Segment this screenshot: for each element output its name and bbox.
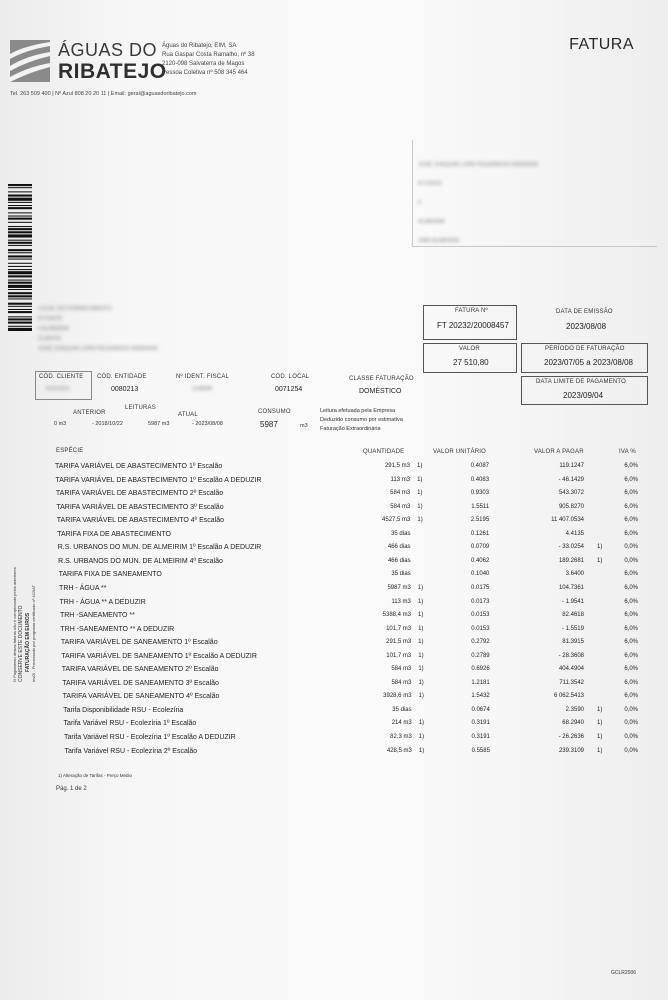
billing-period-label: PERÍODO DE FATURAÇÃO bbox=[545, 346, 625, 352]
recipient-line: ALMEIRIM bbox=[418, 219, 445, 225]
side-legal-text bbox=[12, 512, 36, 682]
row-description: R.S. URBANOS DO MUN. DE ALMEIRIM 4º Escalão bbox=[58, 557, 223, 565]
row-amount: 119.1247 bbox=[559, 463, 584, 469]
row-vat: 6,0% bbox=[624, 463, 638, 469]
row-description: TARIFA FIXA DE ABASTECIMENTO bbox=[57, 530, 171, 538]
row-unit-value: 0.1040 bbox=[471, 571, 490, 578]
reading-notes bbox=[320, 407, 403, 434]
row-description: Tarifa Variável RSU - Ecolezíria 1º Escalão A DEDUZIR bbox=[64, 734, 236, 741]
company-logo-icon bbox=[10, 40, 50, 82]
row-quantity: 428,5 m3 bbox=[386, 747, 412, 754]
consumption-label: CONSUMO bbox=[258, 409, 291, 415]
invoice-value-label: VALOR bbox=[459, 346, 480, 352]
reading-note: Leitura efetuada pela Empresa bbox=[320, 408, 396, 414]
row-vat: 0,0% bbox=[624, 544, 638, 551]
row-quantity: 214 m3 bbox=[391, 720, 412, 727]
location-line: LOCAL DO FORNECIMENTO bbox=[38, 306, 112, 312]
row-amount-note: 1) bbox=[597, 720, 603, 727]
row-vat: 6,0% bbox=[624, 679, 638, 686]
row-vat: 6,0% bbox=[624, 652, 638, 659]
address-line: Pessoa Coletiva nº 508 345 464 bbox=[162, 70, 248, 76]
row-vat: 6,0% bbox=[624, 639, 638, 646]
row-description: TARIFA VARIÁVEL DE SANEAMENTO 2º Escalão bbox=[61, 666, 219, 674]
footer-code: GCLR2006 bbox=[610, 970, 636, 976]
issue-date: 2023/08/08 bbox=[566, 322, 607, 331]
tax-id: 154806 bbox=[192, 386, 213, 392]
col-header-species: ESPÉCIE bbox=[56, 448, 84, 454]
row-quantity-note: 1) bbox=[418, 652, 424, 659]
row-unit-value: 0.2792 bbox=[471, 639, 490, 646]
row-amount: - 28.3608 bbox=[558, 652, 584, 659]
address-line: 2120-098 Salvaterra de Magos bbox=[162, 61, 245, 67]
row-quantity: 466 dias bbox=[387, 544, 411, 551]
row-vat: 0,0% bbox=[624, 747, 638, 754]
recipient-line: JOSÉ JOAQUIM LOPA FIGUEIREDO ANDRADE bbox=[418, 162, 539, 168]
row-description: TRH -SANEAMENTO ** A DEDUZIR bbox=[60, 625, 175, 633]
row-quantity-note: 1) bbox=[418, 666, 424, 673]
row-unit-value: 0.6926 bbox=[471, 666, 490, 673]
consumption-unit: m3 bbox=[300, 423, 308, 429]
row-quantity: 101,7 m3 bbox=[386, 652, 412, 659]
row-description: TARIFA VARIÁVEL DE ABASTECIMENTO 3º Escalão bbox=[56, 503, 224, 511]
row-vat: 6,0% bbox=[624, 625, 638, 632]
side-line: InvDI - Processado por programa certificado nº 422/AT bbox=[31, 585, 36, 682]
row-quantity: 5388,4 m3 bbox=[382, 612, 411, 619]
row-vat: 0,0% bbox=[624, 706, 638, 713]
row-amount: - 26.2636 bbox=[558, 734, 584, 740]
row-vat: 0,0% bbox=[624, 557, 638, 564]
row-unit-value: 0.4062 bbox=[470, 557, 490, 564]
row-quantity-note: 1) bbox=[417, 598, 424, 605]
row-unit-value: 0.5585 bbox=[471, 747, 490, 754]
document-type-title: FATURA bbox=[569, 36, 634, 53]
row-vat: 6,0% bbox=[624, 584, 638, 591]
row-amount-note: 1) bbox=[597, 706, 603, 713]
row-amount: 11 407.0534 bbox=[551, 517, 584, 524]
row-description: TRH - ÁGUA ** A DEDUZIR bbox=[59, 598, 146, 606]
consumption-value: 5987 bbox=[260, 420, 278, 429]
row-quantity-note: 1) bbox=[417, 612, 424, 619]
col-header-unit-value: VALOR UNITÁRIO bbox=[433, 449, 487, 455]
row-amount: 543.3072 bbox=[558, 490, 584, 497]
row-unit-value: 0.0153 bbox=[471, 625, 490, 632]
row-quantity: 82,3 m3 bbox=[390, 734, 412, 740]
row-vat: 6,0% bbox=[624, 612, 638, 619]
row-vat: 6,0% bbox=[624, 517, 638, 524]
reading-note: Deduzido consumo por estimativa bbox=[320, 417, 403, 423]
billing-class: DOMÉSTICO bbox=[359, 388, 402, 395]
row-quantity: 466 dias bbox=[387, 557, 411, 564]
row-vat: 6,0% bbox=[624, 476, 638, 483]
row-amount-note: 1) bbox=[597, 544, 603, 551]
row-amount: 2.3590 bbox=[565, 706, 584, 713]
current-reading-date: - 2023/08/08 bbox=[192, 421, 223, 427]
row-quantity-note: 1) bbox=[417, 584, 424, 591]
row-description: Tarifa Disponibilidade RSU - Ecolezíria bbox=[63, 706, 184, 714]
row-vat: 6,0% bbox=[624, 571, 638, 578]
company-contacts: Tel. 263 509 400 | Nº Azul 808 20 20 11 | Email: geral@aguasdoribatejo.com bbox=[10, 91, 197, 97]
previous-reading: 0 m3 bbox=[54, 421, 67, 427]
row-unit-value: 0.0173 bbox=[471, 598, 490, 605]
row-quantity-note: 1) bbox=[418, 734, 425, 740]
col-header-vat: IVA % bbox=[619, 449, 636, 455]
local-code-label: CÓD. LOCAL bbox=[271, 374, 310, 380]
row-description: TARIFA FIXA DE SANEAMENTO bbox=[58, 571, 162, 579]
row-quantity: 584 m3 bbox=[390, 503, 411, 510]
readings-title: LEITURAS bbox=[125, 405, 156, 411]
row-amount: - 1.5519 bbox=[561, 625, 584, 632]
row-vat: 6,0% bbox=[624, 693, 638, 700]
address-line: Águas do Ribatejo, EIM, SA bbox=[162, 43, 237, 49]
row-quantity: 101,7 m3 bbox=[386, 625, 412, 632]
footnote: 1) Alteração de Tarifas - Preço Médio bbox=[58, 773, 132, 778]
billing-period: 2023/07/05 a 2023/08/08 bbox=[544, 358, 633, 367]
row-amount: 711.3542 bbox=[559, 679, 584, 686]
address-line: Rua Gaspar Costa Ramalho, nº 38 bbox=[162, 52, 255, 58]
entity-code: 0080213 bbox=[111, 386, 139, 393]
row-quantity-note: 1) bbox=[418, 747, 425, 754]
invoice-value: 27 510,80 bbox=[453, 358, 489, 367]
row-unit-value: 0.1261 bbox=[470, 530, 490, 537]
row-unit-value: 0.2789 bbox=[471, 652, 490, 659]
row-quantity: 35 dias bbox=[391, 571, 411, 578]
row-unit-value: 0.0175 bbox=[471, 584, 490, 591]
row-unit-value: 1.2181 bbox=[471, 679, 490, 686]
company-name-line1: ÁGUAS DO bbox=[58, 40, 158, 60]
row-vat: 6,0% bbox=[624, 666, 638, 673]
entity-code-label: CÓD. ENTIDADE bbox=[97, 374, 147, 380]
row-unit-value: 0.4087 bbox=[470, 463, 489, 469]
row-quantity: 291,5 m3 bbox=[384, 463, 410, 469]
row-description: TARIFA VARIÁVEL DE SANEAMENTO 3º Escalão bbox=[62, 679, 219, 687]
row-quantity-note: 1) bbox=[417, 503, 423, 510]
row-amount: 3.6400 bbox=[565, 571, 584, 578]
location-line: 6 ALMEIRIM bbox=[38, 326, 69, 332]
row-unit-value: 0.3191 bbox=[471, 720, 490, 727]
row-amount: 4.4135 bbox=[565, 530, 584, 537]
previous-reading-label: ANTERIOR bbox=[73, 410, 106, 416]
row-quantity: 113 m3 bbox=[391, 598, 411, 605]
company-name-line2: RIBATEJO bbox=[58, 60, 167, 83]
side-line: O Pagamento destas faturas não é comprovado pelos anteriores bbox=[12, 567, 17, 682]
row-amount-note: 1) bbox=[597, 734, 603, 740]
col-header-quantity: QUANTIDADE bbox=[363, 449, 405, 455]
row-quantity: 35 dias bbox=[391, 530, 411, 537]
row-quantity: 584 m3 bbox=[390, 490, 411, 497]
invoice-number: FT 20232/20008457 bbox=[437, 321, 509, 330]
row-unit-value: 0.0674 bbox=[471, 706, 490, 713]
row-quantity-note: 1) bbox=[417, 490, 423, 497]
row-description: TARIFA VARIÁVEL DE ABASTECIMENTO 1º Escalão A DEDUZIR bbox=[55, 476, 262, 484]
row-quantity: 35 dias bbox=[392, 706, 412, 713]
row-amount: 404.4904 bbox=[558, 666, 584, 673]
invoice-number-label: FATURA Nº bbox=[455, 308, 488, 314]
row-amount: 82.4618 bbox=[562, 612, 584, 619]
row-unit-value: 0.3191 bbox=[471, 734, 490, 740]
row-amount: - 46.1429 bbox=[558, 476, 584, 483]
row-vat: 6,0% bbox=[624, 598, 638, 605]
due-date-label: DATA LIMITE DE PAGAMENTO bbox=[536, 379, 627, 385]
location-line: JOSÉ JOAQUIM LOPA FIGUEIREDO ANDRADE bbox=[38, 346, 159, 352]
tax-id-label: Nº IDENT. FISCAL bbox=[176, 374, 230, 380]
row-quantity: 113 m3 bbox=[390, 476, 411, 483]
row-amount: 239.3109 bbox=[558, 747, 584, 754]
client-code: 8141923 bbox=[46, 386, 70, 392]
location-line: CLIENTE bbox=[38, 336, 62, 342]
row-amount: 104.7361 bbox=[558, 584, 584, 591]
row-unit-value: 0.0153 bbox=[471, 612, 490, 619]
supply-location bbox=[38, 304, 158, 354]
col-header-amount: VALOR A PAGAR bbox=[534, 449, 584, 455]
row-unit-value: 0.0709 bbox=[470, 544, 490, 551]
row-description: TARIFA VARIÁVEL DE SANEAMENTO 1º Escalão A DEDUZIR bbox=[61, 652, 257, 660]
row-quantity: 584 m3 bbox=[391, 666, 412, 673]
row-quantity-note: 1) bbox=[417, 463, 423, 469]
row-vat: 0,0% bbox=[624, 734, 638, 740]
recipient-line: 6 bbox=[418, 200, 422, 206]
row-quantity-note: 1) bbox=[418, 639, 424, 646]
row-description: TARIFA VARIÁVEL DE SANEAMENTO 4º Escalão bbox=[62, 693, 220, 701]
row-amount-note: 1) bbox=[597, 557, 603, 564]
row-description: R.S. URBANOS DO MUN. DE ALMEIRIM 1º Escalão A DEDUZIR bbox=[57, 544, 262, 552]
row-quantity-note: 1) bbox=[418, 679, 424, 686]
row-amount: - 1.9541 bbox=[561, 598, 584, 605]
reading-note: Faturação Extraordinária bbox=[320, 426, 381, 432]
row-quantity-note: 1) bbox=[417, 476, 423, 483]
row-vat: 6,0% bbox=[624, 503, 638, 510]
row-amount: 6 062.5413 bbox=[553, 693, 584, 700]
row-amount: - 33.0254 bbox=[558, 544, 584, 551]
row-description: Tarifa Variável RSU - Ecolezíria 2º Escalão bbox=[64, 747, 198, 755]
previous-reading-date: - 2018/10/22 bbox=[92, 421, 123, 427]
row-quantity: 584 m3 bbox=[391, 679, 412, 686]
row-amount: 189.2681 bbox=[558, 557, 584, 564]
row-quantity-note: 1) bbox=[417, 517, 423, 524]
row-amount: 905.8270 bbox=[558, 503, 584, 510]
row-description: TRH - ÁGUA ** bbox=[59, 584, 107, 592]
row-description: TARIFA VARIÁVEL DE ABASTECIMENTO 4º Escalão bbox=[56, 517, 225, 525]
side-line: FATURAÇÃO EM EUROS bbox=[25, 612, 31, 672]
recipient-line: R FONTE bbox=[418, 181, 443, 187]
page-number: Pág. 1 de 2 bbox=[56, 786, 87, 792]
row-quantity-note: 1) bbox=[418, 625, 424, 632]
recipient-address bbox=[418, 156, 538, 251]
row-quantity: 4527,5 m3 bbox=[382, 517, 411, 524]
row-unit-value: 2.5195 bbox=[470, 517, 490, 524]
company-address bbox=[162, 42, 255, 78]
location-line: R FONTE bbox=[38, 316, 63, 322]
row-unit-value: 0.9303 bbox=[470, 490, 490, 497]
row-quantity: 5987 m3 bbox=[387, 584, 411, 591]
row-amount: 68.2940 bbox=[562, 720, 584, 727]
row-quantity: 291,5 m3 bbox=[386, 639, 412, 646]
row-vat: 0,0% bbox=[624, 720, 638, 727]
row-vat: 6,0% bbox=[624, 530, 638, 537]
row-vat: 6,0% bbox=[624, 490, 638, 497]
due-date: 2023/09/04 bbox=[563, 391, 604, 400]
row-quantity-note: 1) bbox=[418, 693, 424, 700]
row-description: TARIFA VARIÁVEL DE SANEAMENTO 1º Escalão bbox=[60, 639, 218, 647]
local-code: 0071254 bbox=[275, 386, 303, 393]
current-reading-label: ATUAL bbox=[178, 412, 198, 418]
row-description: TRH -SANEAMENTO ** bbox=[59, 612, 135, 620]
side-line: CONSERVE ESTE DOCUMENTO bbox=[18, 605, 24, 682]
row-quantity-note: 1) bbox=[418, 720, 425, 727]
row-description: TARIFA VARIÁVEL DE ABASTECIMENTO 1º Escalão bbox=[55, 463, 223, 470]
row-unit-value: 0.4083 bbox=[470, 476, 490, 483]
barcode-icon bbox=[8, 184, 32, 439]
current-reading: 5987 m3 bbox=[148, 421, 170, 427]
row-amount-note: 1) bbox=[597, 747, 603, 754]
recipient-line: 2080-ALMEIRIM bbox=[418, 238, 459, 244]
row-unit-value: 1.5511 bbox=[471, 503, 490, 510]
row-amount: 81.3915 bbox=[562, 639, 584, 646]
row-quantity: 3928,6 m3 bbox=[383, 693, 412, 700]
row-description: Tarifa Variável RSU - Ecolezíria 1º Escalão bbox=[63, 720, 197, 728]
billing-class-label: CLASSE FATURAÇÃO bbox=[349, 376, 414, 382]
row-description: TARIFA VARIÁVEL DE ABASTECIMENTO 2º Escalão bbox=[55, 490, 224, 498]
issue-date-label: DATA DE EMISSÃO bbox=[556, 309, 613, 315]
row-unit-value: 1.5432 bbox=[471, 693, 490, 700]
client-code-label: CÓD. CLIENTE bbox=[39, 374, 84, 380]
